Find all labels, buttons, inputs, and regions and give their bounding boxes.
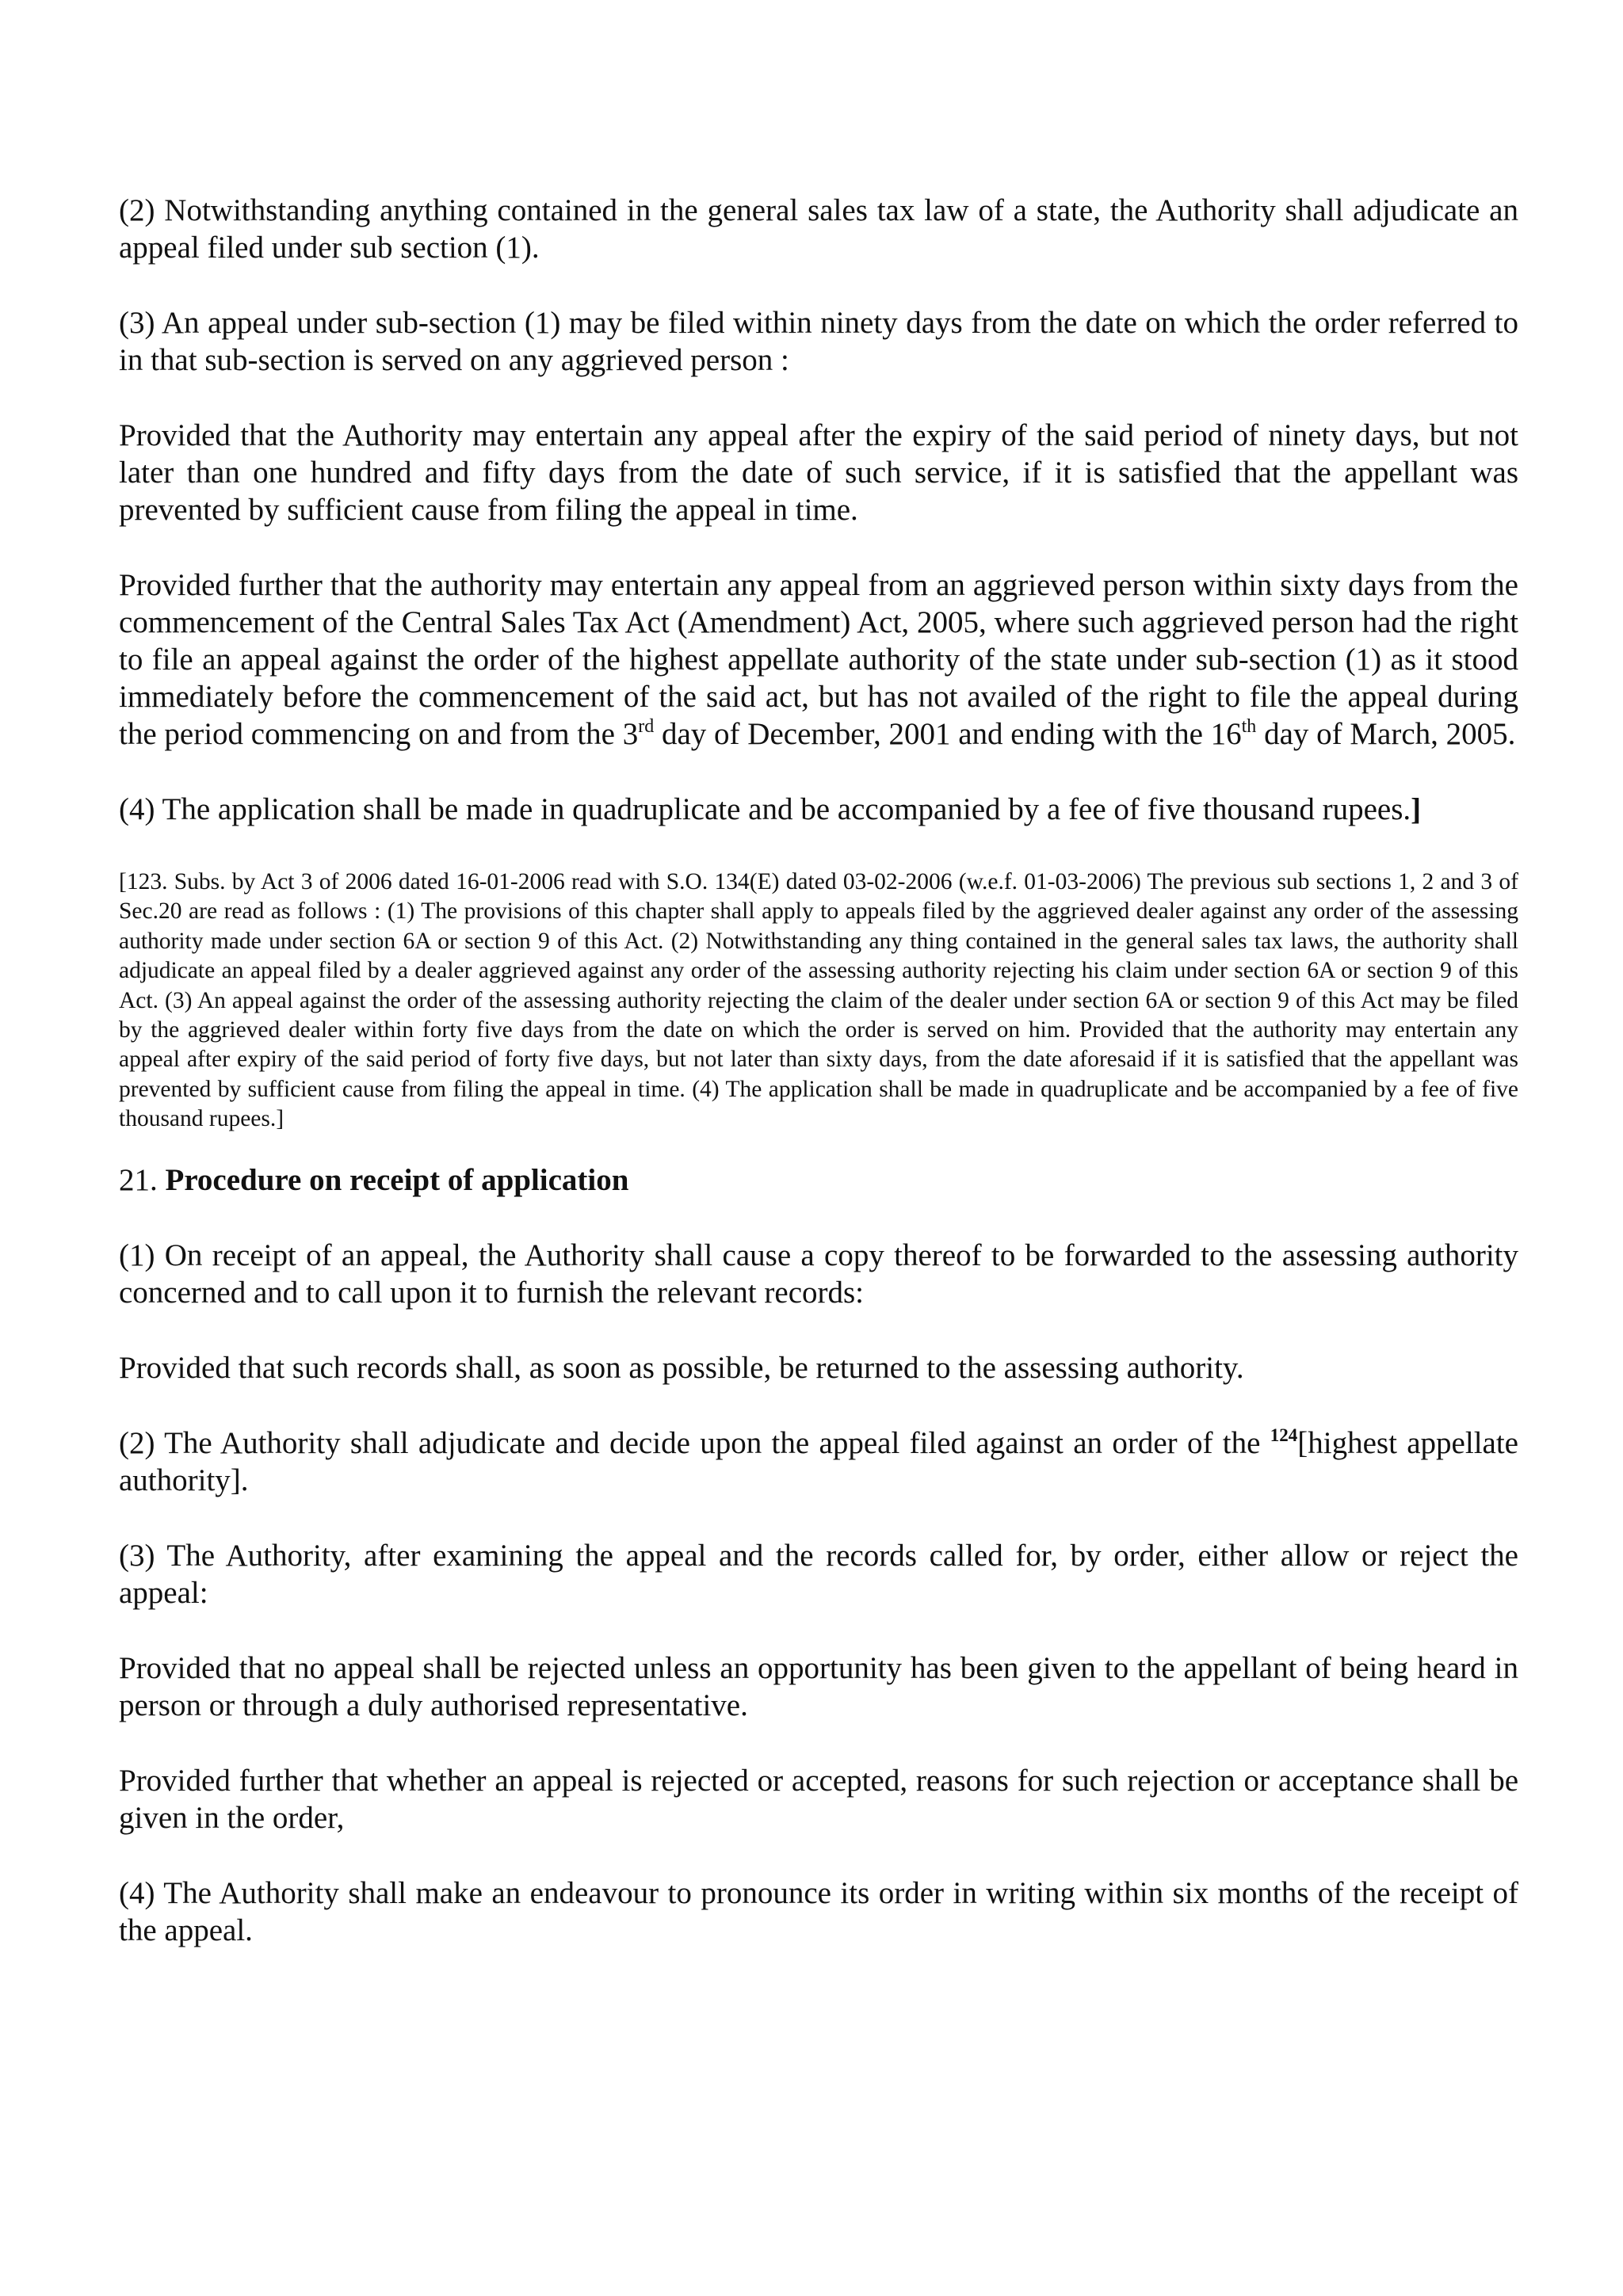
section-21-proviso-1: Provided that no appeal shall be rejected unless an opportunity has been given to the appellant of being heard in person or through a duly authorised representative. bbox=[119, 1650, 1518, 1722]
subsection-2-text: (2) The Authority shall adjudicate and decide upon the appeal filed against an order of the bbox=[119, 1425, 1270, 1460]
section-21-subsection-1: (1) On receipt of an appeal, the Authority shall cause a copy thereof to be forwarded to the assessing authority concerned and to call upon it to furnish the relevant records: bbox=[119, 1238, 1518, 1310]
ordinal-suffix: rd bbox=[638, 716, 655, 737]
section-number: 21. bbox=[119, 1162, 166, 1197]
proviso-2-text-b: day of December, 2001 and ending with the 16 bbox=[654, 717, 1242, 751]
section-21-proviso: Provided that such records shall, as soon as possible, be returned to the assessing authority. bbox=[119, 1350, 1244, 1385]
section-21-subsection-4: (4) The Authority shall make an endeavour to pronounce its order in writing within six months of the receipt of the appeal. bbox=[119, 1875, 1518, 1947]
section-title: Procedure on receipt of application bbox=[165, 1162, 629, 1197]
footnote-reference-124: 124 bbox=[1270, 1425, 1298, 1445]
proviso-2 bbox=[119, 566, 1518, 753]
section-21-subsection-3: (3) The Authority, after examining the appeal and the records called for, by order, either allow or reject the appeal: bbox=[119, 1538, 1518, 1610]
document-page bbox=[119, 192, 1518, 1987]
subsection-4-text: (4) The application shall be made in quadruplicate and be accompanied by a fee of five thousand rupees. bbox=[119, 792, 1411, 826]
ordinal-suffix: th bbox=[1241, 716, 1257, 737]
subsection-2: (2) Notwithstanding anything contained in the general sales tax law of a state, the Authority shall adjudicate an appeal filed under sub section (1). bbox=[119, 193, 1518, 265]
section-21-subsection-2 bbox=[119, 1425, 1518, 1499]
closing-bracket: ] bbox=[1411, 792, 1422, 826]
amended-text: [highest appellate authority]. bbox=[119, 1425, 1518, 1497]
section-heading bbox=[119, 1161, 1518, 1199]
section-21-proviso-2: Provided further that whether an appeal is rejected or accepted, reasons for such rejection or acceptance shall be given in the order, bbox=[119, 1763, 1518, 1835]
proviso-2-text-c: day of March, 2005. bbox=[1256, 717, 1516, 751]
subsection-4 bbox=[119, 791, 1518, 828]
subsection-3: (3) An appeal under sub-section (1) may be filed within ninety days from the date on which the order referred to in that sub-section is served on any aggrieved person : bbox=[119, 306, 1518, 377]
proviso-2-text-a: Provided further that the authority may entertain any appeal from an aggrieved person within sixty days from the commencement of the Central Sales Tax Act (Amendment) Act, 2005, where such aggrieved person had the right to file an appeal against the order of the highest appellate authority of the state under sub-section (1) as it stood immediately before the commencement of the said act, but has not availed of the right to file the appeal during the period commencing on and from the 3 bbox=[119, 568, 1518, 751]
proviso-1: Provided that the Authority may entertain any appeal after the expiry of the said period of ninety days, but not later than one hundred and fifty days from the date of such service, if it is satisfied that the appellant was prevented by sufficient cause from filing the appeal in time. bbox=[119, 418, 1518, 527]
footnote-123: [123. Subs. by Act 3 of 2006 dated 16-01-2006 read with S.O. 134(E) dated 03-02-2006 (w.e.f. 01-03-2006) The previous sub sections 1, 2 and 3 of Sec.20 are read as follows : (1) The provisions of this chapter shall apply to appeals filed by the aggrieved dealer against any order of the assessing authority made under section 6A or section 9 of this Act. (2) Notwithstanding any thing contained in the general sales tax laws, the authority shall adjudicate an appeal filed by a dealer aggrieved against any order of the assessing authority rejecting his claim under section 6A or section 9 of this Act. (3) An appeal against the order of the assessing authority rejecting the claim of the dealer under section 6A or section 9 of this Act may be filed by the aggrieved dealer within forty five days from the date on which the order is served on him. Provided that the authority may entertain any appeal after expiry of the said period of forty five days, but not later than sixty days, from the date aforesaid if it is satisfied that the appellant was prevented by sufficient cause from filing the appeal in time. (4) The application shall be made in quadruplicate and be accompanied by a fee of five thousand rupees.] bbox=[119, 869, 1518, 1132]
